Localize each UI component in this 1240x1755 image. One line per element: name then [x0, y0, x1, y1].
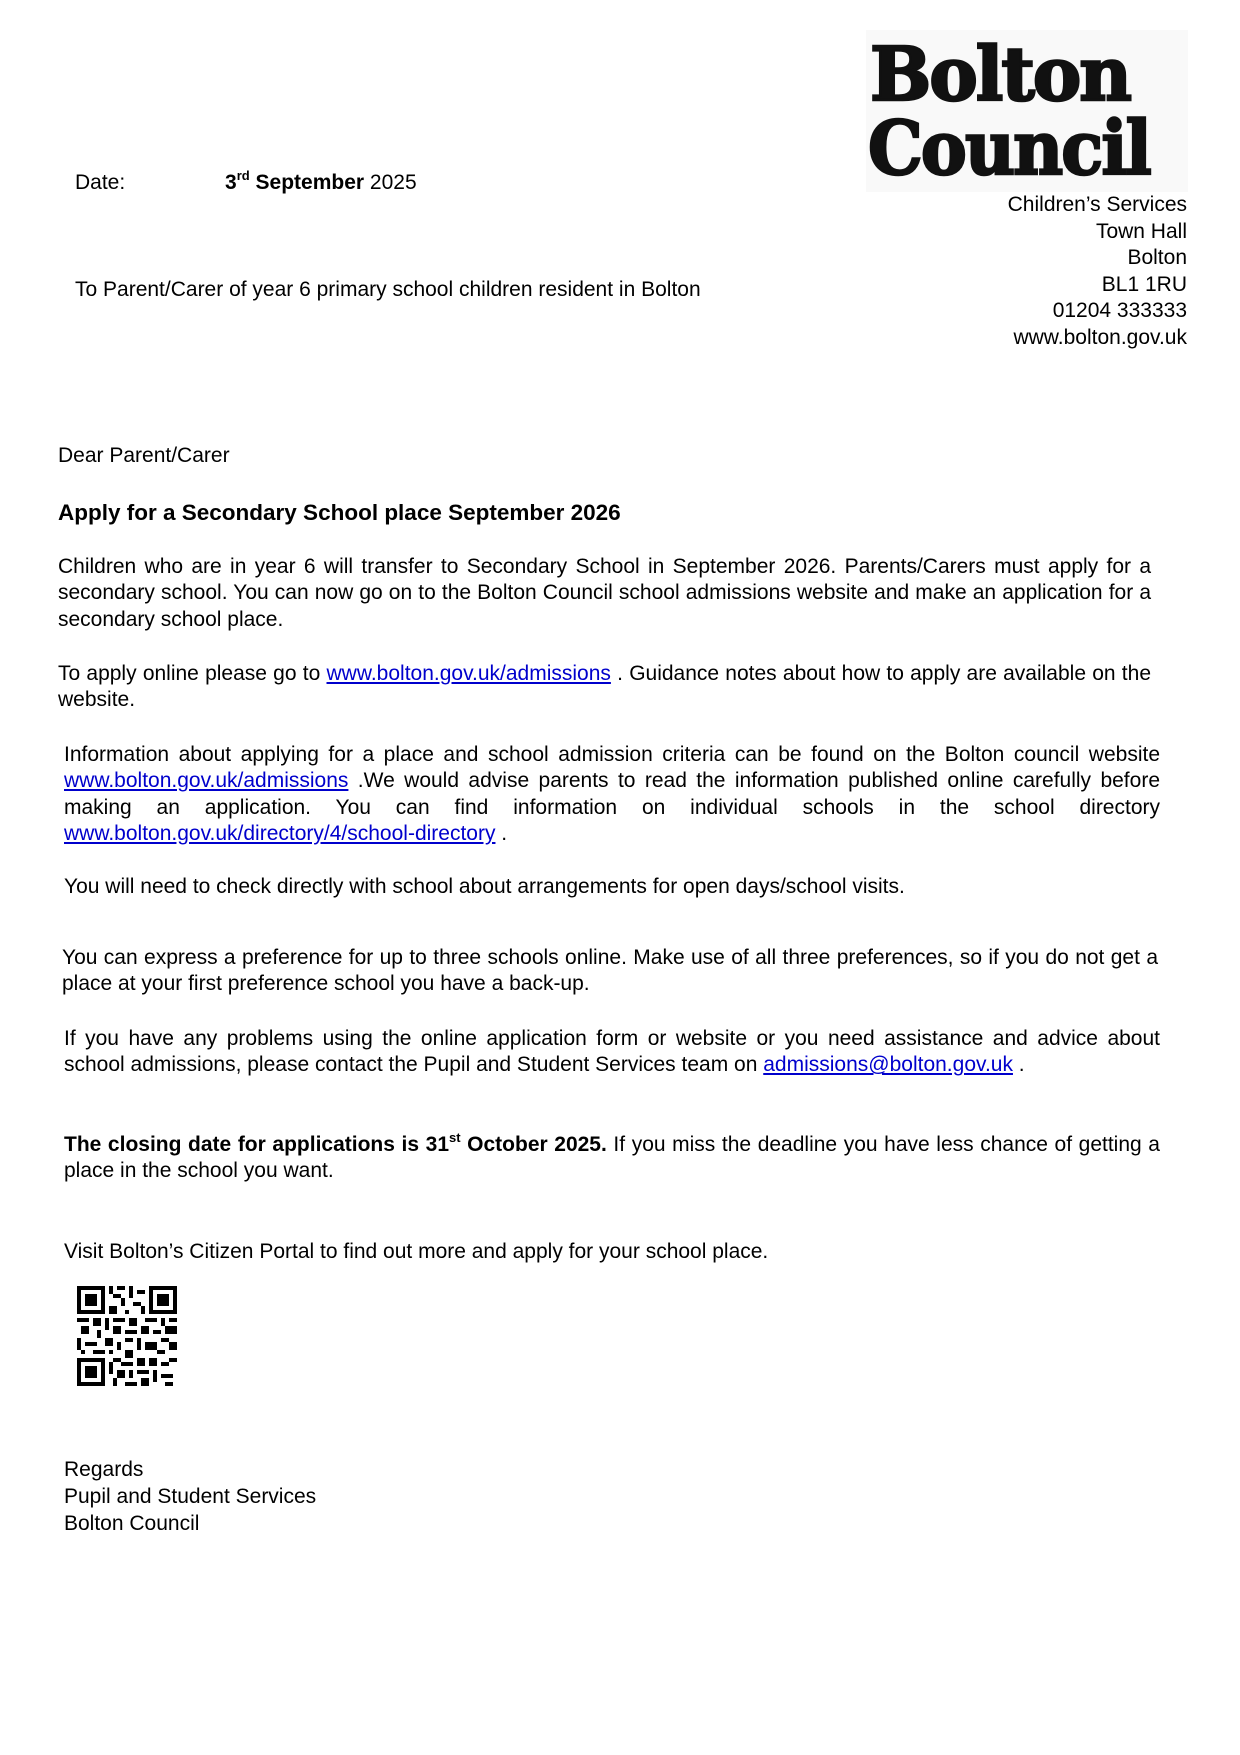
- signoff-block: [64, 1456, 316, 1537]
- recipient-line: To Parent/Carer of year 6 primary school children resident in Bolton: [75, 278, 701, 301]
- signoff-organisation: Bolton Council: [64, 1512, 200, 1535]
- sender-address: [1008, 192, 1187, 352]
- letter-heading: Apply for a Secondary School place September 2026: [58, 500, 621, 525]
- paragraph-contact: If you have any problems using the online application form or website or you need assistance and advice about school admissions, please contact the Pupil and Student Services team on admissions@bolton.gov.uk .: [64, 1027, 1160, 1077]
- date-value: 3rd September 2025: [225, 168, 417, 194]
- logo-word-bolton: Bolton: [870, 32, 1131, 118]
- paragraph-open-days: You will need to check directly with school about arrangements for open days/school visits.: [64, 875, 905, 898]
- salutation: Dear Parent/Carer: [58, 444, 230, 467]
- signoff-closing: Regards: [64, 1458, 144, 1481]
- address-building: Town Hall: [1095, 219, 1187, 243]
- paragraph-preferences: You can express a preference for up to three schools online. Make use of all three preferences, so if you do not get a place at your first preference school you have a back-up.: [62, 946, 1158, 996]
- address-department: Children’s Services: [1007, 193, 1187, 216]
- bolton-council-logo: [866, 30, 1188, 192]
- admissions-link-2[interactable]: www.bolton.gov.uk/admissions: [64, 769, 349, 793]
- address-phone: 01204 333333: [1052, 299, 1187, 323]
- paragraph-transfer-info: Children who are in year 6 will transfer to Secondary School in September 2026. Parents/Carers must apply for a secondary school. You can now go on to the Bolton Council school admissions website and make an application for a secondary school place.: [58, 555, 1151, 631]
- closing-date-statement: The closing date for applications is 31st October 2025.: [64, 1130, 607, 1156]
- date-label: Date:: [75, 171, 126, 194]
- address-postcode: BL1 1RU: [1101, 272, 1187, 296]
- school-directory-link[interactable]: www.bolton.gov.uk/directory/4/school-directory: [64, 821, 496, 845]
- paragraph-citizen-portal: Visit Bolton’s Citizen Portal to find out more and apply for your school place.: [64, 1240, 769, 1263]
- signoff-team: Pupil and Student Services: [64, 1485, 317, 1508]
- citizen-portal-qr-code-icon[interactable]: [77, 1286, 177, 1386]
- address-website: www.bolton.gov.uk: [1013, 325, 1187, 349]
- paragraph-apply-online: To apply online please go to www.bolton.gov.uk/admissions . Guidance notes about how to apply are available on the website.: [58, 662, 1151, 712]
- paragraph-closing-date: The closing date for applications is 31st October 2025. If you miss the deadline you have less chance of getting a place in the school you want.: [64, 1130, 1160, 1183]
- admissions-email-link[interactable]: admissions@bolton.gov.uk: [763, 1053, 1013, 1077]
- paragraph-admission-criteria: Information about applying for a place and school admission criteria can be found on the Bolton council website www.bolton.gov.uk/admissions .We would advise parents to read the information published online carefully before making an application. You can find information on individual schools in the school directory www.bolton.gov.uk/directory/4/school-directory .: [64, 743, 1160, 845]
- admissions-link[interactable]: www.bolton.gov.uk/admissions: [326, 662, 611, 685]
- logo-word-council: Council: [868, 106, 1150, 192]
- address-town: Bolton: [1127, 246, 1187, 270]
